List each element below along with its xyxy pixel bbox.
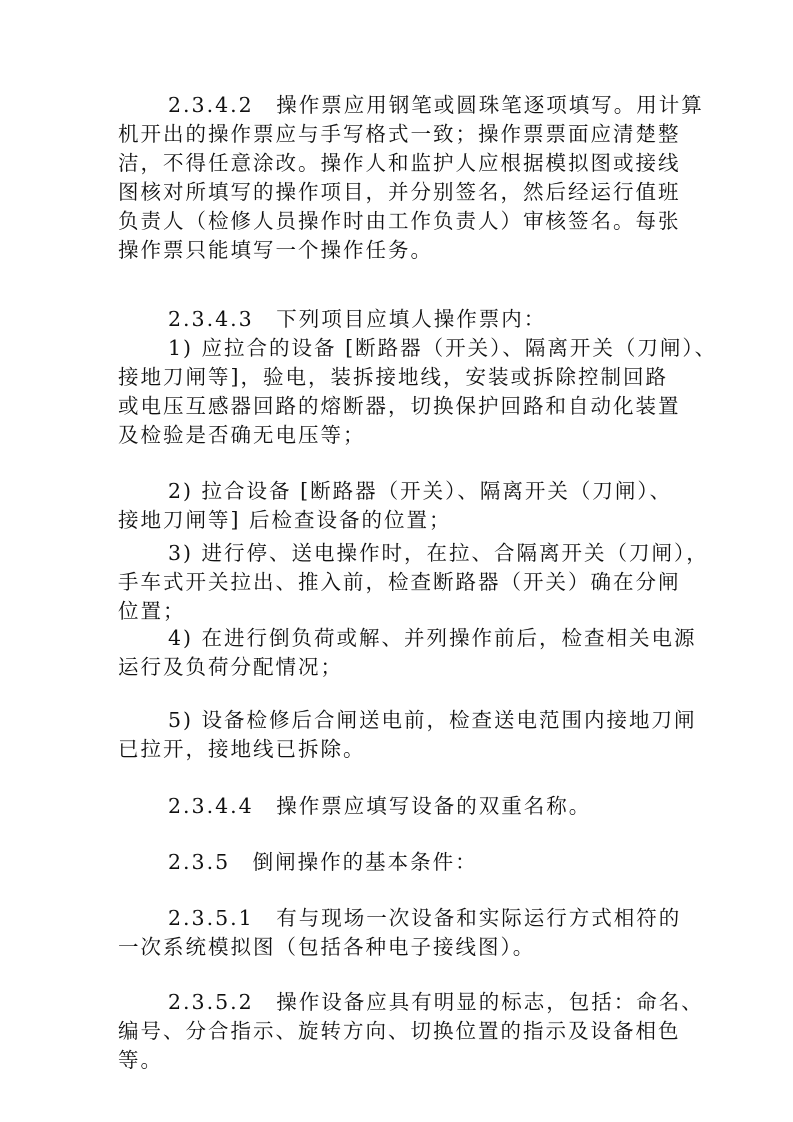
- text-line: 1) 应拉合的设备 [断路器（开关）、隔离开关（刀闸）、: [168, 336, 718, 360]
- text-line: 已拉开，接地线已拆除。: [118, 737, 366, 761]
- text-line: 一次系统模拟图（包括各种电子接线图）。: [118, 935, 536, 959]
- text-line: 运行及负荷分配情况；: [118, 655, 343, 679]
- text-line: 2.3.4.2 操作票应用钢笔或圆珠笔逐项填写。用计算: [168, 93, 704, 117]
- text-line: 洁，不得任意涂改。操作人和监护人应根据模拟图或接线: [118, 151, 681, 175]
- paragraph: [118, 988, 704, 1075]
- text-line: 操作票只能填写一个操作任务。: [118, 238, 433, 262]
- paragraph: [118, 91, 704, 265]
- text-line: 4) 在进行倒负荷或解、并列操作前后，检查相关电源: [168, 626, 697, 650]
- text-line: 等。: [118, 1048, 163, 1072]
- paragraph: [118, 477, 678, 535]
- text-line: 3) 进行停、送电操作时，在拉、合隔离开关（刀闸），: [168, 541, 709, 565]
- text-line: 2.3.5.2 操作设备应具有明显的标志，包括：命名、: [168, 990, 704, 1014]
- text-line: 编号、分合指示、旋转方向、切换位置的指示及设备相色: [118, 1019, 681, 1043]
- text-line: 接地刀闸等]，验电，装拆接地线，安装或拆除控制回路: [118, 365, 668, 389]
- text-line: 图核对所填写的操作项目，并分别签名，然后经运行值班: [118, 180, 681, 204]
- text-line: 及检验是否确无电压等；: [118, 423, 366, 447]
- text-line: 或电压互感器回路的熔断器，切换保护回路和自动化装置: [118, 394, 681, 418]
- text-line: 2.3.4.3 下列项目应填人操作票内：: [168, 307, 547, 331]
- text-line: 2) 拉合设备 [断路器（开关）、隔离开关（刀闸）、: [168, 479, 673, 503]
- paragraph: [118, 539, 709, 626]
- text-line: 2.3.4.4 操作票应填写设备的双重名称。: [168, 794, 592, 818]
- paragraph: [118, 792, 678, 821]
- text-line: 2.3.5.1 有与现场一次设备和实际运行方式相符的: [168, 906, 682, 930]
- text-line: 2.3.5 倒闸操作的基本条件：: [168, 850, 478, 874]
- text-line: 位置；: [118, 599, 186, 623]
- text-line: 手车式开关拉出、推入前，检查断路器（开关）确在分闸: [118, 570, 681, 594]
- paragraph: [118, 706, 697, 764]
- paragraph: [118, 848, 678, 877]
- text-line: 机开出的操作票应与手写格式一致；操作票票面应清楚整: [118, 122, 681, 146]
- paragraph: [118, 305, 678, 334]
- text-line: 接地刀闸等] 后检查设备的位置；: [118, 508, 452, 532]
- paragraph: [118, 904, 682, 962]
- text-line: 5) 设备检修后合闸送电前，检查送电范围内接地刀闸: [168, 708, 697, 732]
- paragraph: [118, 334, 718, 450]
- paragraph: [118, 624, 697, 682]
- text-line: 负责人（检修人员操作时由工作负责人）审核签名。每张: [118, 209, 681, 233]
